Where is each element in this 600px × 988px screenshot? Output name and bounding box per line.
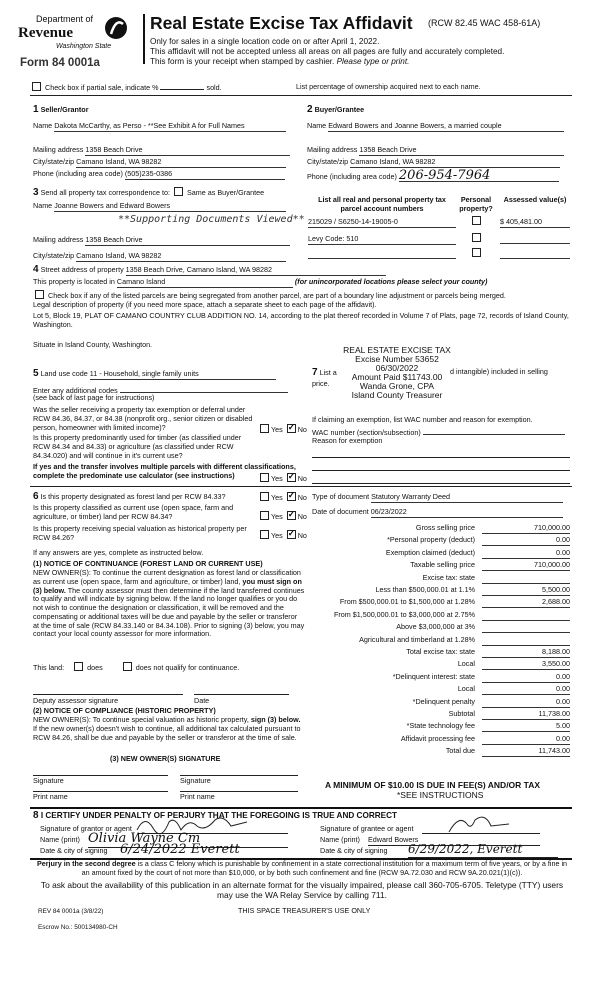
tax-row <box>312 574 570 585</box>
buyer-title: Buyer/Grantee <box>314 105 365 114</box>
perjury-bold: Perjury in the second degree <box>36 859 136 868</box>
personal-property-header: Personal property? <box>459 195 493 213</box>
tax-row-label: From $1,500,000.01 to $3,000,000 at 2.75% <box>333 609 475 619</box>
buyer-mail-label: Mailing address <box>307 145 358 154</box>
tax-row <box>312 549 570 560</box>
no-label: No <box>297 531 307 540</box>
tax-row-amount[interactable]: 11,738.00 <box>482 710 570 720</box>
tax-row <box>312 722 570 733</box>
ownership-note: List percentage of ownership acquired next to each name. <box>296 82 481 91</box>
list-label-c: price. <box>312 379 330 388</box>
buyer-phone-field[interactable]: 206-954-7964 <box>399 170 559 182</box>
personal-property-checkbox[interactable] <box>472 248 481 257</box>
timber-answer <box>258 473 307 484</box>
assessed-value-header: Assessed value(s) <box>503 195 567 204</box>
divider <box>30 807 572 809</box>
seller-city-label: City/state/zip <box>33 157 75 166</box>
yes-label: Yes <box>271 425 283 434</box>
section-number: 2 <box>307 104 313 115</box>
tax-row <box>312 673 570 684</box>
tax-row <box>312 735 570 746</box>
street-field[interactable]: 1358 Beach Drive, Camano Island, WA 98282 <box>126 266 386 276</box>
forest-question-text: Is this property designated as forest land per RCW 84.33? <box>40 492 226 501</box>
notice-continuance-text <box>33 569 305 639</box>
divider <box>30 95 572 96</box>
historic-yes-checkbox[interactable] <box>260 530 269 539</box>
assessed-value-field[interactable] <box>500 258 570 259</box>
partial-sale-sold: sold. <box>206 83 222 92</box>
tax-row <box>312 636 570 647</box>
deputy-signature-field[interactable] <box>33 694 183 695</box>
new-owner-signature-title: (3) NEW OWNER(S) SIGNATURE <box>110 754 221 763</box>
tax-row-amount[interactable]: 710,000.00 <box>482 524 570 534</box>
buyer-phone-row <box>307 170 559 182</box>
form-rcw: (RCW 82.45 WAC 458-61A) <box>428 18 541 28</box>
notice-continuance-a: NEW OWNER(S): To continue the current designation as forest land or classification as current use (open space, farm and agriculture, or timber) land, <box>33 568 301 586</box>
perjury-text: is a class C felony which is punishable by confinement in a state correctional institution for a maximum term of five years, or by a fine in an amount fixed by the court of not more than $10,000, or by both such confinement and fine (RCW 9A.72.030 and RCW 9A.20.021(1)(c)). <box>81 859 568 877</box>
tax-row-label: Agricultural and timberland at 1.28% <box>359 634 475 644</box>
partial-sale-label: Check box if partial sale, indicate % <box>45 83 159 92</box>
tax-row <box>312 561 570 572</box>
tax-row-label: Subtotal <box>448 709 475 718</box>
reason-field[interactable] <box>312 457 570 458</box>
tax-row <box>312 598 570 609</box>
tax-row-amount[interactable]: 8,188.00 <box>482 648 570 658</box>
reason-field[interactable] <box>312 470 570 471</box>
forest-no-checkbox[interactable] <box>287 492 296 501</box>
tax-row-amount[interactable]: 0.00 <box>482 536 570 546</box>
tax-row-label: Local <box>457 684 475 694</box>
list-label-b: d intangible) included in selling <box>450 367 548 376</box>
tax-row-label: Exemption claimed (deduct) <box>385 547 475 557</box>
minimum-note: A MINIMUM OF $10.00 IS DUE IN FEE(S) AND/OR TAX <box>325 780 541 790</box>
partial-sale-row <box>30 82 222 93</box>
doc-type-row <box>312 493 563 503</box>
parcel-number-field[interactable]: 215029 / S6250-14-19005-0 <box>308 218 456 228</box>
grantee-name-field[interactable]: Edward Bowers <box>368 836 540 846</box>
signature-label: Signature <box>33 776 64 785</box>
exemption-question: Was the seller receiving a property tax exemption or deferral under RCW 84.36, 84.37, or 84.38 (nonprofit org., senior citizen or disabled person, homeowner with limited income)? <box>33 405 253 432</box>
section-number: 1 <box>33 104 39 115</box>
tax-row-label: Local <box>457 659 475 669</box>
tax-row <box>312 586 570 597</box>
no-label: No <box>297 474 307 483</box>
seller-name-field[interactable]: Dakota McCarthy, as Perso - **See Exhibit A for Full Names <box>54 122 286 132</box>
tax-row-label: Excise tax: state <box>422 572 475 582</box>
partial-sale-checkbox[interactable] <box>32 82 41 91</box>
seller-title: Seller/Grantor <box>40 105 89 114</box>
grantee-sig-label: Signature of grantee or agent <box>320 824 414 833</box>
personal-property-checkbox[interactable] <box>472 233 481 242</box>
buyer-name-label: Name <box>307 121 327 130</box>
parcel-header: List all real and personal property tax parcel account numbers <box>318 195 446 213</box>
grantor-name-label: Name (print) <box>40 835 80 844</box>
historic-no-checkbox[interactable] <box>287 530 296 539</box>
tax-row-label: Gross selling price <box>415 523 475 532</box>
corr-name-row <box>33 202 286 212</box>
tax-row-amount[interactable] <box>482 611 570 621</box>
no-label: No <box>297 493 307 502</box>
tax-row-amount[interactable]: 3,550.00 <box>482 660 570 670</box>
tax-row <box>312 611 570 622</box>
does-checkbox[interactable] <box>74 662 83 671</box>
notice-compliance-b: sign (3) below. <box>250 715 301 724</box>
reason-field[interactable] <box>312 483 570 484</box>
timber-question: Is this property predominantly used for timber (as classified under RCW 84.34 and 84.33) or agriculture (as classified under RCW 84.34.020) and will continue in it's current use? <box>33 433 242 460</box>
grantor-name-field[interactable]: Olivia Wayne Cm <box>88 831 288 848</box>
tax-row-amount[interactable]: 0.00 <box>482 698 570 708</box>
receipt-line: REAL ESTATE EXCISE TAX <box>343 345 451 355</box>
deputy-label: Deputy assessor signature <box>33 696 119 705</box>
does-not-checkbox[interactable] <box>123 662 132 671</box>
yes-label: Yes <box>271 512 283 521</box>
correspondence-label: Send all property tax correspondence to: <box>40 188 171 197</box>
no-label: No <box>297 512 307 521</box>
perjury-notice <box>33 860 571 878</box>
corr-city-field[interactable]: Camano Island, WA 98282 <box>76 252 286 262</box>
seller-city-field[interactable]: Camano Island, WA 98282 <box>76 158 286 168</box>
seller-phone-row <box>33 170 285 180</box>
forest-answer <box>258 492 307 503</box>
legal-label: Legal description of property (if you need more space, attach a separate sheet to each page of the affidavit). <box>33 300 377 309</box>
this-land-label: This land: <box>33 663 65 672</box>
tax-row-label: *Delinquent interest: state <box>392 671 475 681</box>
correspondence-row <box>33 187 264 199</box>
tax-row <box>312 524 570 535</box>
located-label: This property is located in <box>33 277 115 286</box>
date-label: Date <box>194 696 210 705</box>
seller-mail-label: Mailing address <box>33 145 84 154</box>
buyer-city-row <box>307 158 560 168</box>
notice-continuance-c: The county assessor must then determine if the land transferred continues to qualify and will indicate by signing below. If the land no longer qualifies or you do not wish to continue the designation or classification, it will be removed and the compensating or additional taxes will be due and payable by the seller or transferor at the time of sale (RCW 84.33.140 or 84.34.108). Prior to signing (3) below, you may contact your local county assessor for more information. <box>33 585 305 639</box>
receipt-amount: Amount Paid $11743.00 <box>351 371 443 382</box>
tax-row <box>312 648 570 659</box>
seller-city-row <box>33 158 286 168</box>
dept-line1: Department of <box>36 14 94 24</box>
seller-phone-label: Phone (including area code) <box>33 169 123 178</box>
tax-row-label: *State technology fee <box>406 721 475 731</box>
assessed-value-field[interactable] <box>500 243 570 244</box>
current-use-question: Is this property classified as current use (open space, farm and agriculture, or timber) land per RCW 84.34? <box>33 503 234 521</box>
tax-row <box>312 710 570 721</box>
tax-row-label: Affidavit processing fee <box>400 733 475 743</box>
grantee-date-label: Date & city of signing <box>320 846 388 855</box>
tax-row-label: *Delinquent penalty <box>412 696 475 706</box>
print-name-label: Print name <box>33 792 68 801</box>
tax-row-amount[interactable]: 5.00 <box>482 722 570 732</box>
tax-row <box>312 660 570 671</box>
notice-compliance-text <box>33 716 305 742</box>
located-row <box>33 278 487 288</box>
current-use-answer <box>258 511 307 522</box>
deputy-date-field[interactable] <box>194 694 289 695</box>
grantee-signature-scribble <box>445 812 515 836</box>
current-use-yes-checkbox[interactable] <box>260 511 269 520</box>
tax-row-amount[interactable]: 2,688.00 <box>482 598 570 608</box>
timber-no-checkbox[interactable] <box>287 473 296 482</box>
revision-label: REV 84 0001a (3/8/22) <box>38 908 104 915</box>
corr-mail-label: Mailing address <box>33 235 84 244</box>
doc-date-row <box>312 508 563 518</box>
tax-row <box>312 536 570 547</box>
grantor-date-label: Date & city of signing <box>40 846 108 855</box>
section-number: 7 <box>312 367 318 378</box>
treasurer-use-label: THIS SPACE TREASURER'S USE ONLY <box>238 906 371 915</box>
partial-sale-percent-field[interactable] <box>160 89 204 90</box>
doc-type-field[interactable]: Statutory Warranty Deed <box>371 493 563 503</box>
exemption-answer <box>258 424 307 435</box>
does-not-label: does not qualify for continuance. <box>135 663 240 672</box>
tax-row <box>312 747 570 758</box>
tax-row-label: Above $3,000,000 at 3% <box>396 622 475 632</box>
buyer-mail-row <box>307 146 564 156</box>
tax-row-amount[interactable]: 710,000.00 <box>482 561 570 571</box>
personal-property-list-row <box>312 367 337 379</box>
buyer-phone-label: Phone (including area code) <box>307 172 397 181</box>
buyer-city-label: City/state/zip <box>307 157 349 166</box>
receipt-treasurer-title: Island County Treasurer <box>351 389 443 400</box>
divider <box>30 486 572 487</box>
street-row <box>33 264 386 276</box>
corr-mail-row <box>33 236 290 246</box>
section-number: 5 <box>33 368 39 379</box>
section-number: 3 <box>33 187 39 198</box>
tax-row-label: Taxable selling price <box>410 560 475 570</box>
receipt-excise-number: Excise Number 53652 <box>355 353 439 364</box>
doc-date-field[interactable]: 06/23/2022 <box>371 508 563 518</box>
tax-row-amount[interactable] <box>482 574 570 584</box>
corr-mail-field[interactable]: 1358 Beach Drive <box>85 236 290 246</box>
forest-question <box>33 491 258 503</box>
same-as-buyer-checkbox[interactable] <box>174 187 183 196</box>
corr-name-label: Name <box>33 201 53 210</box>
header-sub3a: This form is your receipt when stamped by cashier. <box>150 57 335 66</box>
additional-codes-field[interactable] <box>120 384 288 393</box>
escrow-number: Escrow No.: 500134980-CH <box>38 924 118 931</box>
tax-row-label: Total due <box>445 746 475 756</box>
alternate-format-note: To ask about the availability of this publication in an alternate format for the visually impaired, please call 360-705-6705. Teletype (TTY) users may use the WA Relay Service by calling 711. <box>40 880 564 901</box>
grantor-date-field[interactable]: 6/24/2022 Everett <box>120 842 288 859</box>
tax-row-label: Total excise tax: state <box>406 647 475 656</box>
seller-name-row <box>33 122 293 132</box>
buyer-name-field[interactable]: Edward Bowers and Joanne Bowers, a married couple <box>328 122 564 132</box>
tax-row-amount[interactable] <box>482 636 570 646</box>
situate-text: Situate in Island County, Washington. <box>33 340 153 349</box>
no-label: No <box>297 425 307 434</box>
notice-compliance-c: If the new owner(s) doesn't wish to continue, all additional tax calculated pursuant to RCW 84.26, shall be due and payable by the seller or transferor at the time of sale. <box>33 723 301 742</box>
tax-row-label: From $500,000.01 to $1,500,000 at 1.28% <box>339 597 475 607</box>
tax-row <box>312 685 570 696</box>
located-field[interactable]: Camano Island <box>117 278 293 288</box>
header-sub3b: Please type or print. <box>336 57 410 66</box>
corr-city-label: City/state/zip <box>33 251 75 260</box>
section-number: 6 <box>33 491 39 502</box>
section-number: 4 <box>33 264 39 275</box>
personal-property-checkbox[interactable] <box>472 216 481 225</box>
corr-city-row <box>33 252 286 262</box>
buyer-name-row <box>307 122 564 132</box>
tax-row-label: *Personal property (deduct) <box>387 535 475 545</box>
form-id: Form 84 0001a <box>20 57 100 69</box>
dor-logo <box>18 10 136 70</box>
buyer-header <box>307 104 364 116</box>
legal-description: Lot 5, Block 19, PLAT OF CAMANO COUNTRY CLUB ADDITION NO. 14, according to the plat thereof recorded in Volume 7 of Plats, page 72, records of Island County, Washington. <box>33 311 569 329</box>
section-number: 8 <box>33 810 39 821</box>
yes-label: Yes <box>271 474 283 483</box>
doc-date-label: Date of document <box>312 507 369 516</box>
doc-type-label: Type of document <box>312 492 370 501</box>
see-instructions-note: *SEE INSTRUCTIONS <box>397 790 484 800</box>
tax-row-amount[interactable]: 0.00 <box>482 549 570 559</box>
parcel-number-field[interactable] <box>308 258 456 259</box>
seller-name-label: Name <box>33 121 53 130</box>
segregation-text: Check box if any of the listed parcels are being segregated from another parcel, are part of a boundary line adjustment or parcels being merged. <box>48 291 506 300</box>
unincorporated-note: (for unincorporated locations please select your county) <box>294 277 488 286</box>
exemption-note: If claiming an exemption, list WAC number and reason for exemption. <box>312 415 533 424</box>
header-divider <box>143 14 145 64</box>
tax-row-amount[interactable]: 0.00 <box>482 735 570 745</box>
historic-question: Is this property receiving special valuation as historical property per RCW 84.26? <box>33 524 247 542</box>
buyer-mail-field[interactable]: 1358 Beach Drive <box>359 146 564 156</box>
header-sub2: This affidavit will not be accepted unless all areas on all pages are fully and accurately completed. <box>150 47 505 56</box>
exemption-yes-checkbox[interactable] <box>260 424 269 433</box>
tax-row <box>312 698 570 709</box>
yes-label: Yes <box>271 531 283 540</box>
notice-continuance-title: (1) NOTICE OF CONTINUANCE (FOREST LAND OR CURRENT USE) <box>33 559 263 568</box>
tax-row-amount[interactable] <box>482 623 570 633</box>
notice-compliance-title: (2) NOTICE OF COMPLIANCE (HISTORIC PROPERTY) <box>33 706 216 715</box>
same-as-buyer-label: Same as Buyer/Grantee <box>187 188 265 197</box>
list-label-a: List a <box>319 368 337 377</box>
notice-continuance-b: you must sign on (3) below. <box>33 576 302 595</box>
tax-row <box>312 623 570 634</box>
wac-field[interactable] <box>423 426 565 435</box>
dept-line3: Washington State <box>56 43 112 50</box>
timber-question-b: If yes and the transfer involves multiple parcels with different classifications, complete the predominate use calculator (see instructions) <box>33 462 296 480</box>
seller-mail-row <box>33 146 290 156</box>
buyer-city-field[interactable]: Camano Island, WA 98282 <box>350 158 560 168</box>
tax-row-amount[interactable]: 5,500.00 <box>482 586 570 596</box>
forest-yes-checkbox[interactable] <box>260 492 269 501</box>
header-sub1: Only for sales in a single location code on or after April 1, 2022. <box>150 37 380 46</box>
dept-line2: Revenue <box>18 25 73 41</box>
tax-row-amount[interactable]: 11,743.00 <box>482 747 570 757</box>
seller-header <box>33 104 89 116</box>
seller-mail-field[interactable]: 1358 Beach Drive <box>85 146 290 156</box>
timber-yes-checkbox[interactable] <box>260 473 269 482</box>
supporting-docs-stamp: **Supporting Documents Viewed** <box>118 214 305 225</box>
additional-codes-note: (see back of last page for instructions) <box>33 393 155 402</box>
historic-answer <box>258 530 307 541</box>
yes-label: Yes <box>271 493 283 502</box>
additional-codes-label: Enter any additional codes <box>33 386 118 395</box>
grantee-date-field[interactable]: 6/29/2022, Everett <box>408 842 558 858</box>
receipt-treasurer-name: Wanda Grone, CPA <box>359 380 435 391</box>
seller-phone-field[interactable]: (505)235-0386 <box>125 170 285 180</box>
does-label: does <box>87 663 103 672</box>
levy-code-field[interactable]: Levy Code: 510 <box>308 235 456 245</box>
form-title: Real Estate Excise Tax Affidavit <box>150 13 413 33</box>
street-label: Street address of property <box>40 265 124 274</box>
this-land-row <box>33 662 305 673</box>
tax-row-amount[interactable]: 0.00 <box>482 685 570 695</box>
corr-name-field[interactable]: Joanne Bowers and Edward Bowers <box>54 202 286 212</box>
current-use-no-checkbox[interactable] <box>287 511 296 520</box>
revenue-swirl-icon <box>104 14 128 44</box>
header-sub3 <box>150 57 409 67</box>
grantor-sig-label: Signature of grantor or agent <box>40 824 132 833</box>
segregation-checkbox[interactable] <box>35 290 44 299</box>
print-name-label: Print name <box>180 792 215 801</box>
wac-label: WAC number (section/subsection) <box>312 428 421 437</box>
certify-title: I CERTIFY UNDER PENALTY OF PERJURY THAT THE FOREGOING IS TRUE AND CORRECT <box>40 811 398 820</box>
assessed-value-field[interactable]: $ 405,481.00 <box>500 218 570 228</box>
land-use-field[interactable]: 11 - Household, single family units <box>90 370 276 380</box>
tax-row-label: Less than $500,000.01 at 1.1% <box>375 585 475 594</box>
grantee-name-label: Name (print) <box>320 835 360 844</box>
land-use-row <box>33 368 276 380</box>
reason-label: Reason for exemption <box>312 436 383 445</box>
tax-row-amount[interactable]: 0.00 <box>482 673 570 683</box>
land-use-label: Land use code <box>40 369 88 378</box>
notice-compliance-a: NEW OWNER(S): To continue special valuation as historic property, <box>33 715 249 724</box>
if-yes-note: If any answers are yes, complete as instructed below. <box>33 548 204 557</box>
exemption-no-checkbox[interactable] <box>287 424 296 433</box>
signature-label: Signature <box>180 776 211 785</box>
receipt-date: 06/30/2022 <box>375 362 419 373</box>
